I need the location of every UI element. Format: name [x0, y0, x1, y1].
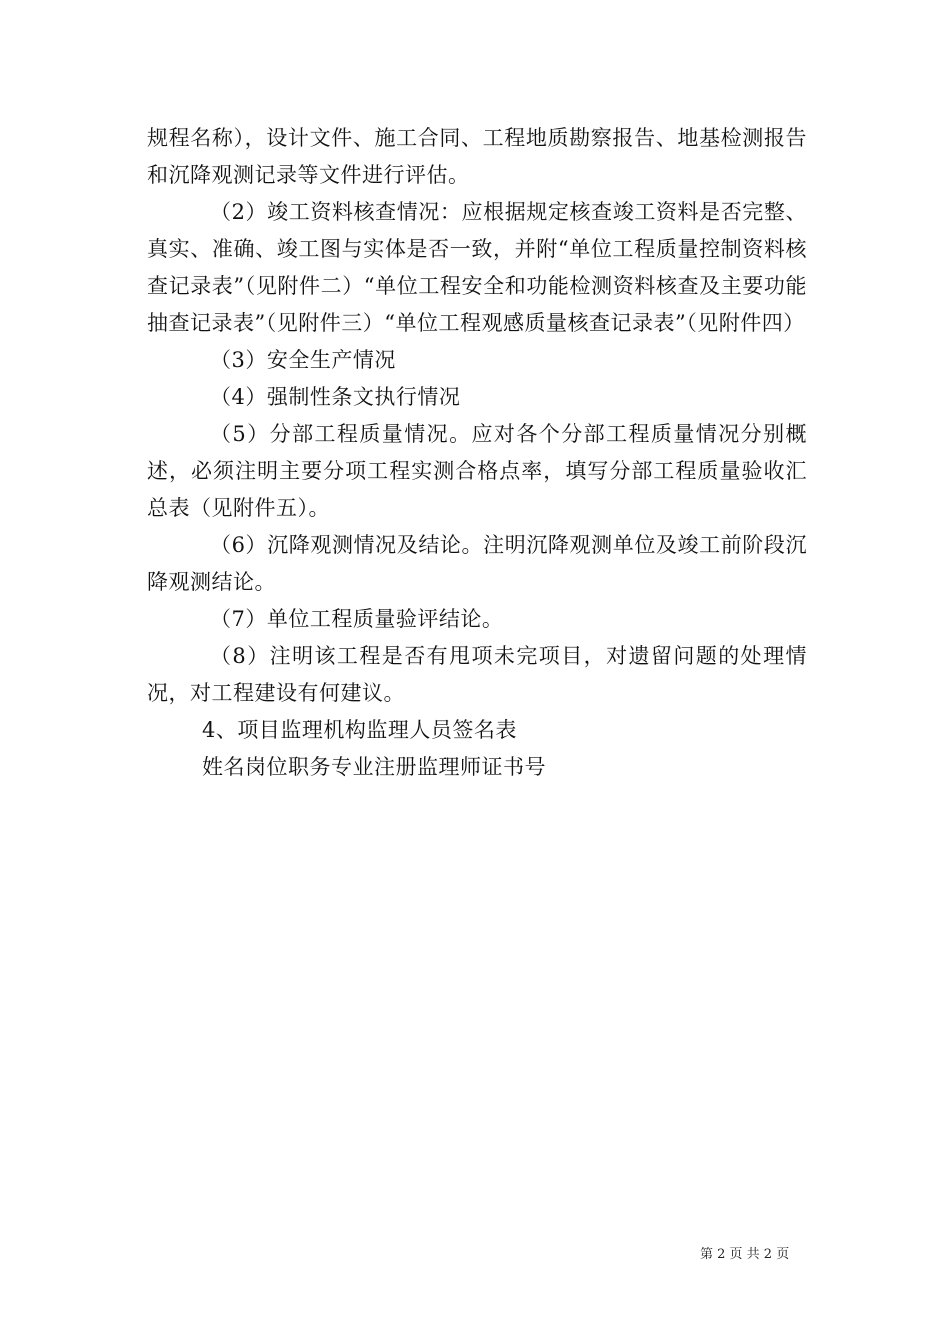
- document-body: [147, 120, 807, 786]
- section-heading: 4、项目监理机构监理人员签名表: [202, 718, 517, 742]
- paragraph-item-2: （2）竣工资料核查情况：应根据规定核查竣工资料是否完整、真实、准确、竣工图与实体是否一致，并附“单位工程质量控制资料核查记录表”（见附件二）“单位工程安全和功能检测资料核查及主要功能抽查记录表”（见附件三）“单位工程观感质量核查记录表”（见附件四）: [147, 200, 807, 335]
- signature-table-header: 姓名岗位职务专业注册监理师证书号: [202, 755, 546, 779]
- paragraph-item-7: （7）单位工程质量验评结论。: [210, 607, 504, 631]
- page-number: 第 2 页 共 2 页: [700, 1247, 790, 1262]
- paragraph-item-8: （8）注明该工程是否有甩项未完项目，对遗留问题的处理情况，对工程建设有何建议。: [147, 644, 807, 705]
- paragraph-item-5: （5）分部工程质量情况。应对各个分部工程质量情况分别概述，必须注明主要分项工程实测合格点率，填写分部工程质量验收汇总表（见附件五）。: [147, 422, 807, 520]
- paragraph-item-3: （3）安全生产情况: [210, 348, 396, 372]
- paragraph-continuation: 规程名称），设计文件、施工合同、工程地质勘察报告、地基检测报告和沉降观测记录等文件进行评估。: [147, 126, 807, 187]
- paragraph-item-4: （4）强制性条文执行情况: [210, 385, 461, 409]
- paragraph-item-6: （6）沉降观测情况及结论。注明沉降观测单位及竣工前阶段沉降观测结论。: [147, 533, 807, 594]
